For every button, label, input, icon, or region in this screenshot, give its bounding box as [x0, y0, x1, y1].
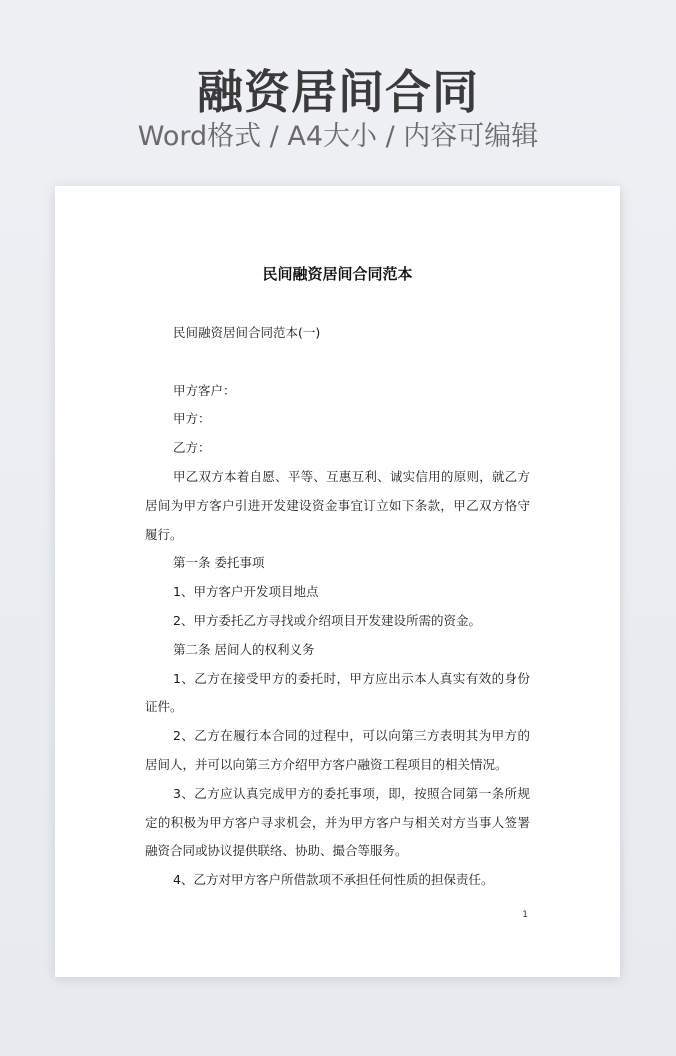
banner-subtitle: Word格式 / A4大小 / 内容可编辑 [137, 121, 539, 152]
document-title: 民间融资居间合同范本 [262, 265, 413, 283]
document-page [55, 186, 620, 977]
blank-line [145, 348, 530, 377]
doc-heading: 第一条 委托事项 [173, 555, 265, 571]
doc-paragraph: 1、乙方在接受甲方的委托时，甲方应出示本人真实有效的身份证件。 [145, 670, 530, 715]
page-number: 1 [522, 910, 528, 920]
doc-paragraph: 1、甲方客户开发项目地点 [173, 584, 319, 600]
doc-heading: 第二条 居间人的权利义务 [173, 641, 315, 657]
doc-paragraph: 2、甲方委托乙方寻找或介绍项目开发建设所需的资金。 [173, 612, 481, 628]
doc-paragraph: 乙方： [173, 440, 211, 456]
doc-paragraph: 甲方客户： [173, 382, 236, 398]
doc-paragraph: 3、乙方应认真完成甲方的委托事项，即，按照合同第一条所规定的积极为甲方客户寻求机会，并为甲方客户与相关对方当事人签署融资合同或协议提供联络、协助、撮合等服务。 [145, 785, 530, 859]
banner-title: 融资居间合同 [197, 65, 479, 119]
doc-paragraph: 2、乙方在履行本合同的过程中，可以向第三方表明其为甲方的居间人，并可以向第三方介绍甲方客户融资工程项目的相关情况。 [145, 728, 530, 772]
doc-paragraph: 4、乙方对甲方客户所借款项不承担任何性质的担保责任。 [173, 872, 494, 888]
doc-paragraph: 甲方： [173, 411, 211, 427]
document-body [145, 319, 530, 895]
doc-paragraph: 甲乙双方本着自愿、平等、互惠互利、诚实信用的原则，就乙方居间为甲方客户引进开发建设资金事宜订立如下条款，甲乙双方恪守履行。 [145, 468, 530, 542]
doc-paragraph: 民间融资居间合同范本(一) [173, 325, 321, 340]
